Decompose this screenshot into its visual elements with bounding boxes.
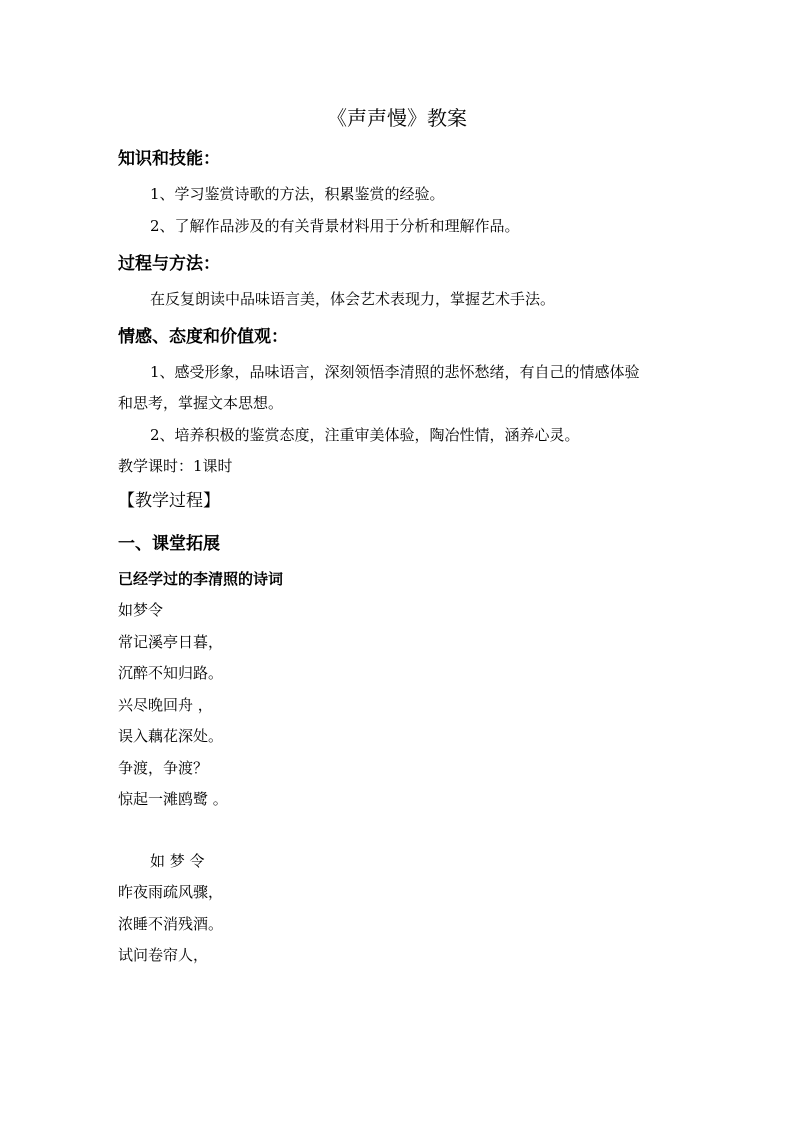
part-one-subheading: 已经学过的李清照的诗词 <box>118 570 284 588</box>
part-one-heading: 一、课堂拓展 <box>118 534 220 554</box>
knowledge-item: 1、学习鉴赏诗歌的方法，积累鉴赏的经验。 <box>150 185 445 203</box>
teaching-process-label: 【教学过程】 <box>118 491 220 511</box>
poem-2-line: 昨夜雨疏风骤， <box>118 883 224 901</box>
poem-1-line: 惊起一滩鸥鹭 。 <box>118 790 228 808</box>
poem-2-line: 试问卷帘人， <box>118 946 209 964</box>
emotion-item-1-line-2: 和思考，掌握文本思想。 <box>118 394 284 412</box>
emotion-item-1-line-1: 1、感受形象，品味语言，深刻领悟李清照的悲怀愁绪，有自己的情感体验 <box>150 363 640 381</box>
poem-1-line: 争渡，争渡？ <box>118 759 209 777</box>
emotion-item-2: 2、培养积极的鉴赏态度，注重审美体验，陶冶性情，涵养心灵。 <box>150 426 580 444</box>
process-text: 在反复朗读中品味语言美，体会艺术表现力，掌握艺术手法。 <box>150 290 556 308</box>
knowledge-heading: 知识和技能： <box>118 149 220 169</box>
emotion-heading: 情感、态度和价值观： <box>118 327 288 347</box>
poem-1-line: 常记溪亭日暮， <box>118 633 224 651</box>
poem-2-line: 浓睡不消残酒。 <box>118 915 224 933</box>
poem-1-title: 如梦令 <box>118 601 164 619</box>
knowledge-item: 2、了解作品涉及的有关背景材料用于分析和理解作品。 <box>150 217 520 235</box>
poem-1-line: 沉醉不知归路。 <box>118 664 224 682</box>
poem-1-line: 兴尽晚回舟 ， <box>118 696 213 714</box>
document-title: 《声声慢》教案 <box>327 106 467 130</box>
poem-2-title: 如 梦 令 <box>150 852 205 870</box>
poem-1-line: 误入藕花深处。 <box>118 727 224 745</box>
process-heading: 过程与方法： <box>118 254 220 274</box>
class-hours: 教学课时：1课时 <box>118 457 233 475</box>
